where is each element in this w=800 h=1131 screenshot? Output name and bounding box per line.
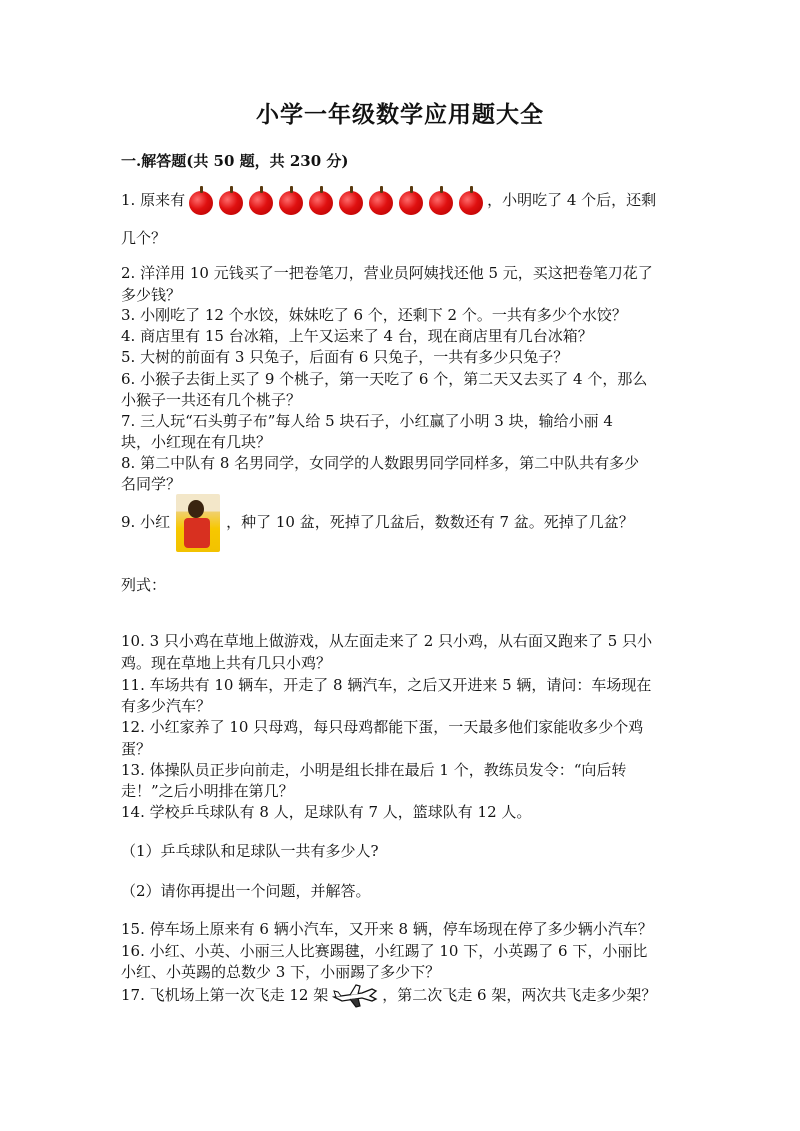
question-1-cont: 几个？ [121, 229, 167, 247]
question-line: 4. 商店里有 15 台冰箱，上午又运来了 4 台，现在商店里有几台冰箱？ [121, 327, 593, 345]
apple-icon [277, 186, 305, 216]
question-line: 鸡。现在草地上共有几只小鸡？ [121, 654, 332, 672]
apple-icon [397, 186, 425, 216]
question-line: 14. 学校乒乓球队有 8 人，足球队有 7 人，篮球队有 12 人。 [121, 803, 532, 821]
apple-icon [187, 186, 215, 216]
question-17-end: ，第二次飞走 6 架，两次共飞走多少架？ [382, 986, 657, 1004]
question-9-start: 9. 小红 [121, 513, 171, 531]
question-line: 小红、小英踢的总数少 3 下，小丽踢了多少下？ [121, 963, 441, 981]
question-line: 小猴子一共还有几个桃子？ [121, 391, 302, 409]
formula-label: 列式： [121, 576, 167, 594]
question-line: 8. 第二中队有 8 名男同学，女同学的人数跟男同学同样多，第二中队共有多少 [121, 454, 640, 472]
question-line: 蛋？ [121, 740, 152, 758]
question-line: 10. 3 只小鸡在草地上做游戏，从左面走来了 2 只小鸡，从右面又跑来了 5 只小 [121, 632, 653, 650]
question-line: 15. 停车场上原来有 6 辆小汽车，又开来 8 辆，停车场现在停了多少辆小汽车？ [121, 920, 653, 938]
question-line: 名同学？ [121, 475, 182, 493]
question-17 [121, 983, 656, 1009]
question-line: 11. 车场共有 10 辆车，开走了 8 辆汽车，之后又开进来 5 辆，请问：车场现在 [121, 676, 652, 694]
airplane-icon [332, 983, 378, 1009]
question-line: 7. 三人玩“石头剪子布”每人给 5 块石子，小红赢了小明 3 块，输给小丽 4 [121, 412, 613, 430]
apple-icon [457, 186, 485, 216]
question-line: 走！”之后小明排在第几？ [121, 782, 294, 800]
question-1 [121, 186, 656, 216]
girl-picture [176, 494, 220, 552]
question-17-start: 17. 飞机场上第一次飞走 12 架 [121, 986, 329, 1004]
question-line: 5. 大树的前面有 3 只兔子，后面有 6 只兔子，一共有多少只兔子？ [121, 348, 569, 366]
question-line: 12. 小红家养了 10 只母鸡，每只母鸡都能下蛋，一天最多他们家能收多少个鸡 [121, 718, 644, 736]
apple-icon [217, 186, 245, 216]
question-9-end: ，种了 10 盆，死掉了几盆后，数数还有 7 盆。死掉了几盆？ [226, 513, 634, 531]
apple-icon [367, 186, 395, 216]
question-line: 块，小红现在有几块？ [121, 433, 272, 451]
question-line: 13. 体操队员正步向前走，小明是组长排在最后 1 个，教练员发令：“向后转 [121, 761, 627, 779]
question-9 [121, 494, 634, 552]
question-line: 2. 洋洋用 10 元钱买了一把卷笔刀，营业员阿姨找还他 5 元，买这把卷笔刀花了 [121, 264, 653, 282]
apple-row [187, 186, 485, 216]
apple-icon [337, 186, 365, 216]
question-line: 6. 小猴子去街上买了 9 个桃子，第一天吃了 6 个，第二天又去买了 4 个，那么 [121, 370, 648, 388]
apple-icon [247, 186, 275, 216]
apple-icon [307, 186, 335, 216]
question-1-end: ，小明吃了 4 个后，还剩 [487, 191, 657, 209]
sub-question-2: （2）请你再提出一个问题，并解答。 [121, 882, 371, 900]
question-1-start: 1. 原来有 [121, 191, 186, 209]
page-title: 小学一年级数学应用题大全 [256, 101, 544, 128]
question-line: 16. 小红、小英、小丽三人比赛踢毽，小红踢了 10 下，小英踢了 6 下，小丽比 [121, 942, 648, 960]
question-line: 3. 小刚吃了 12 个水饺，妹妹吃了 6 个，还剩下 2 个。一共有多少个水饺？ [121, 306, 627, 324]
sub-question-1: （1）乒乓球队和足球队一共有多少人? [121, 842, 379, 860]
apple-icon [427, 186, 455, 216]
question-line: 有多少汽车？ [121, 697, 212, 715]
section-heading: 一.解答题(共 50 题，共 230 分) [121, 152, 349, 170]
question-line: 多少钱？ [121, 286, 182, 304]
